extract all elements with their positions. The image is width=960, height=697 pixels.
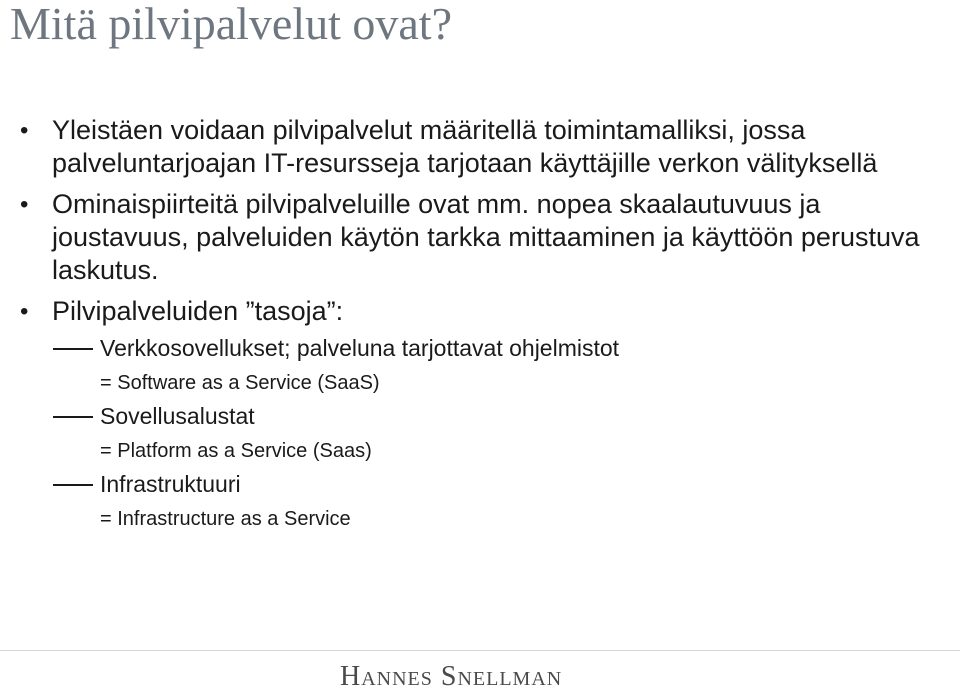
dash-icon xyxy=(53,416,93,418)
level-note-paas: = Platform as a Service (Saas) xyxy=(100,440,372,462)
company-logo: Hannes Snellman xyxy=(340,661,563,692)
bullet-dot-icon: • xyxy=(20,298,29,325)
level-item-iaas xyxy=(20,470,950,498)
level-label: Verkkosovellukset; palveluna tarjottavat ohjelmistot xyxy=(100,335,620,361)
level-item-saas xyxy=(20,334,950,362)
bullet-dot-icon: • xyxy=(20,191,29,218)
level-item-paas xyxy=(20,402,950,430)
bullet-dot-icon: • xyxy=(20,117,29,144)
level-label: Sovellusalustat xyxy=(100,403,255,429)
footer-divider xyxy=(0,650,960,651)
bullet-characteristics xyxy=(20,188,950,287)
bullet-text: Pilvipalveluiden ”tasoja”: xyxy=(52,296,344,326)
bullet-text: Yleistäen voidaan pilvipalvelut määritellä toimintamalliksi, jossa palveluntarjoajan IT-resursseja tarjotaan käyttäjille verkon välityksellä xyxy=(52,115,878,178)
bullet-levels xyxy=(20,295,950,328)
level-note-iaas: = Infrastructure as a Service xyxy=(100,508,351,530)
bullet-definition xyxy=(20,114,950,180)
dash-icon xyxy=(53,348,93,350)
bullet-text: Ominaispiirteitä pilvipalveluille ovat mm. nopea skaalautuvuus ja joustavuus, palveluiden käytön tarkka mittaaminen ja käyttöön perustuva laskutus. xyxy=(52,189,920,285)
level-note-saas: = Software as a Service (SaaS) xyxy=(100,372,380,394)
slide-title: Mitä pilvipalvelut ovat? xyxy=(10,0,453,49)
bullet-list xyxy=(20,114,950,532)
dash-icon xyxy=(53,484,93,486)
level-label: Infrastruktuuri xyxy=(100,471,241,497)
